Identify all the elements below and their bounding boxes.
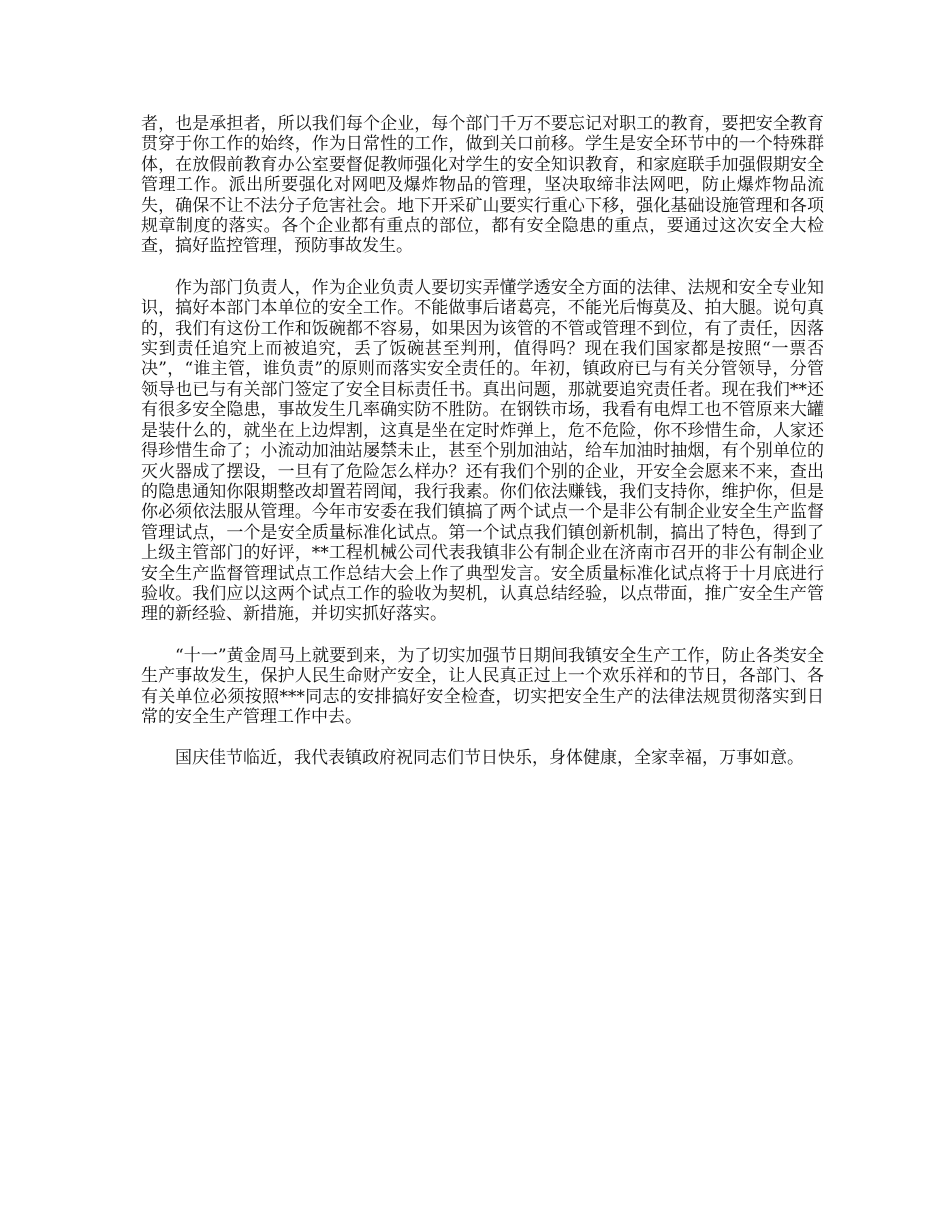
paragraph-safety-education: 者，也是承担者，所以我们每个企业，每个部门千万不要忘记对职工的教育，要把安全教育贯穿于你工作的始终，作为日常性的工作，做到关口前移。学生是安全环节中的一个特殊群体，在放假前教育办公室要督促教师强化对学生的安全知识教育，和家庭联手加强假期安全管理工作。派出所要强化对网吧及爆炸物品的管理，坚决取缔非法网吧，防止爆炸物品流失，确保不让不法分子危害社会。地下开采矿山要实行重心下移，强化基础设施管理和各项规章制度的落实。各个企业都有重点的部位，都有安全隐患的重点，要通过这次安全大检查，搞好监控管理，预防事故发生。	[141, 114, 824, 257]
paragraph-department-responsibility: 作为部门负责人，作为企业负责人要切实弄懂学透安全方面的法律、法规和安全专业知识，搞好本部门本单位的安全工作。不能做事后诸葛亮，不能光后悔莫及、拍大腿。说句真的，我们有这份工作和饭碗都不容易，如果因为该管的不管或管理不到位，有了责任，因落实到责任追究上而被追究，丢了饭碗甚至判刑，值得吗？现在我们国家都是按照“一票否决”，“谁主管，谁负责”的原则而落实安全责任的。年初，镇政府已与有关分管领导，分管领导也已与有关部门签定了安全目标责任书。真出问题，那就要追究责任者。现在我们**还有很多安全隐患，事故发生几率确实防不胜防。在钢铁市场，我看有电焊工也不管原来大罐是装什么的，就坐在上边焊割，这真是坐在定时炸弹上，危不危险，你不珍惜生命，人家还得珍惜生命了；小流动加油站屡禁未止，甚至个别加油站，给车加油时抽烟，有个别单位的灭火器成了摆设，一旦有了危险怎么样办？还有我们个别的企业，开安全会愿来不来，查出的隐患通知你限期整改却置若罔闻，我行我素。你们依法赚钱，我们支持你，维护你，但是你必须依法服从管理。今年市安委在我们镇搞了两个试点一个是非公有制企业安全生产监督管理试点，一个是安全质量标准化试点。第一个试点我们镇创新机制，搞出了特色，得到了上级主管部门的好评，**工程机械公司代表我镇非公有制企业在济南市召开的非公有制企业安全生产监督管理试点工作总结大会上作了典型发言。安全质量标准化试点将于十月底进行验收。我们应以这两个试点工作的验收为契机，认真总结经验，以点带面，推广安全生产管理的新经验、新措施，并切实抓好落实。	[141, 277, 824, 625]
document-page	[141, 114, 824, 790]
paragraph-national-holiday-safety: “十一”黄金周马上就要到来，为了切实加强节日期间我镇安全生产工作，防止各类安全生产事故发生，保护人民生命财产安全，让人民真正过上一个欢乐祥和的节日，各部门、各有关单位必须按照***同志的安排搞好安全检查，切实把安全生产的法律法规贯彻落实到日常的安全生产管理工作中去。	[141, 645, 824, 727]
paragraph-holiday-greeting: 国庆佳节临近，我代表镇政府祝同志们节日快乐，身体健康，全家幸福，万事如意。	[175, 748, 804, 769]
